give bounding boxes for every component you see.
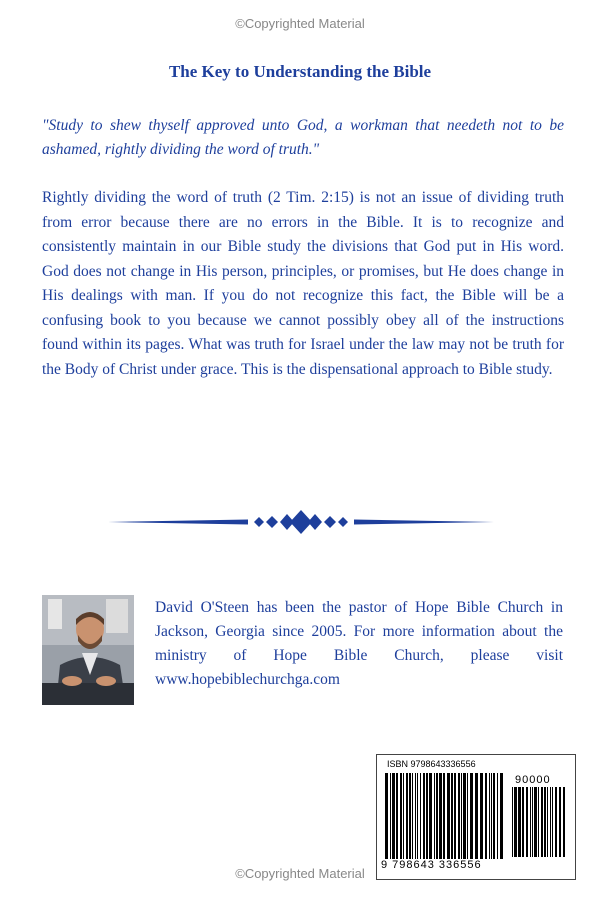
barcode-bar	[443, 773, 445, 859]
barcode-bar	[412, 773, 413, 859]
barcode-bar	[493, 773, 495, 859]
barcode-bar	[417, 773, 418, 859]
barcode-bar	[396, 773, 398, 859]
barcode-bar	[530, 787, 531, 857]
barcode-addon-bars	[512, 787, 568, 873]
barcode-bar	[467, 773, 468, 859]
isbn-label: ISBN 9798643336556	[387, 759, 476, 769]
barcode-bar	[500, 773, 503, 859]
barcode-bar	[544, 787, 546, 857]
barcode-bar	[392, 773, 395, 859]
barcode-bar	[390, 773, 391, 859]
barcode-bar	[518, 787, 521, 857]
barcode-bar	[420, 773, 421, 859]
barcode-bar	[409, 773, 411, 859]
barcode-bar	[547, 787, 548, 857]
barcode-bar	[514, 787, 517, 857]
barcode-bar	[406, 773, 408, 859]
barcode-bar	[451, 773, 453, 859]
copyright-watermark-top: ©Copyrighted Material	[235, 16, 365, 31]
barcode-bar	[475, 773, 478, 859]
barcode-bar	[429, 773, 432, 859]
barcode-bar	[400, 773, 402, 859]
scripture-quote: "Study to shew thyself approved unto God, a workman that needeth not to be ashamed, rightly dividing the word of truth."	[42, 117, 564, 158]
barcode-bar	[439, 773, 442, 859]
barcode-digits: 9 798643 336556	[381, 859, 482, 871]
barcode-bar	[426, 773, 428, 859]
barcode-bar	[463, 773, 466, 859]
barcode-bar	[522, 787, 524, 857]
barcode-bar	[526, 787, 528, 857]
back-cover-title: The Key to Understanding the Bible	[168, 62, 432, 81]
barcode-bar	[415, 773, 416, 859]
barcode-bar	[458, 773, 460, 859]
barcode-bar	[559, 787, 561, 857]
barcode-bar	[480, 773, 483, 859]
isbn-barcode	[376, 754, 576, 880]
barcode-bar	[461, 773, 462, 859]
barcode-bar	[403, 773, 404, 859]
barcode-bar	[447, 773, 450, 859]
barcode-bar	[423, 773, 425, 859]
barcode-bars	[385, 773, 505, 859]
author-bio: David O'Steen has been the pastor of Hope Bible Church in Jackson, Georgia since 2005. For more information about the ministry of Hope Bible Church, please visit www.hopebiblechurchga.com	[155, 599, 563, 688]
barcode-bar	[454, 773, 456, 859]
barcode-bar	[541, 787, 543, 857]
barcode-bar	[385, 773, 388, 859]
barcode-bar	[550, 787, 551, 857]
barcode-bar	[563, 787, 565, 857]
description-paragraph: Rightly dividing the word of truth (2 Tim. 2:15) is not an issue of dividing truth from error because there are no errors in the Bible. It is to recognize and consistently maintain in our Bible study the divisions that God put in His word. God does not change in His person, principles, or promises, but He does change in His dealings with man. If you do not recognize this fact, the Bible will be a confusing book to you because we cannot possibly obey all of the instructions found within its pages. What was truth for Israel under the law may not be truth for the Body of Christ under grace. This is the dispensational approach to Bible study.	[42, 189, 564, 378]
ornamental-divider	[108, 508, 494, 536]
barcode-bar	[552, 787, 553, 857]
barcode-bar	[491, 773, 492, 859]
barcode-bar	[555, 787, 557, 857]
barcode-bar	[470, 773, 473, 859]
barcode-bar	[497, 773, 498, 859]
barcode-bar	[538, 787, 539, 857]
barcode-bar	[489, 773, 490, 859]
author-photo	[42, 595, 134, 705]
barcode-bar	[434, 773, 435, 859]
barcode-bar	[534, 787, 537, 857]
barcode-bar	[436, 773, 438, 859]
copyright-watermark-bottom: ©Copyrighted Material	[235, 866, 365, 881]
barcode-bar	[512, 787, 513, 857]
barcode-addon-digits: 90000	[515, 774, 551, 786]
barcode-bar	[485, 773, 487, 859]
barcode-bar	[532, 787, 533, 857]
